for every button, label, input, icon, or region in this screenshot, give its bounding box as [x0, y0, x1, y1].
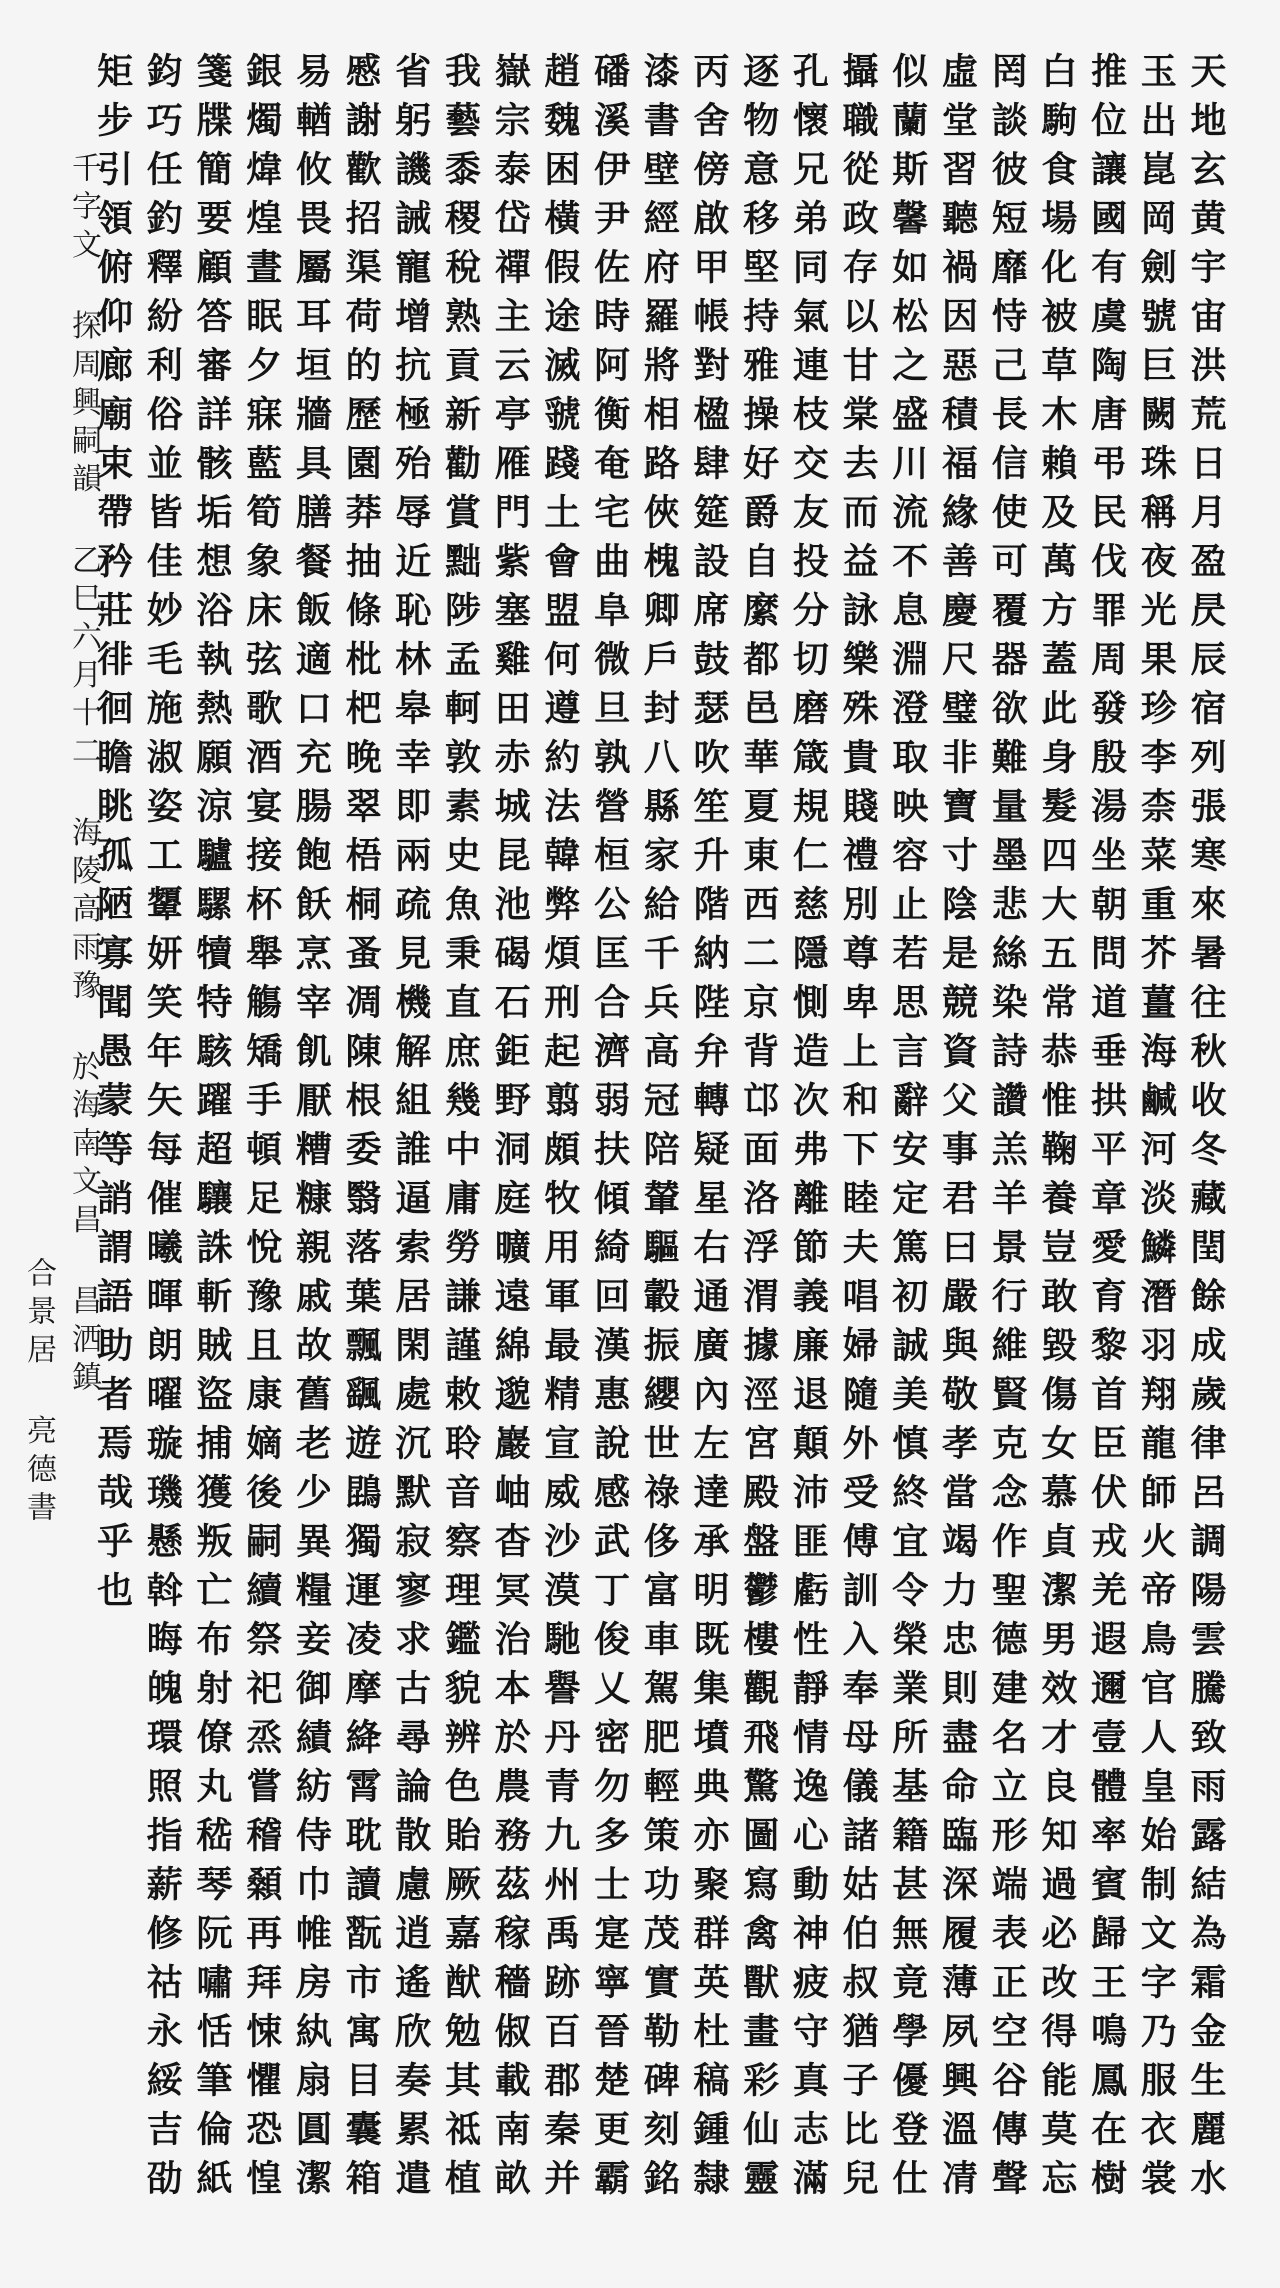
text-column: 矩步引領俯仰廊廟束帶矜莊徘徊瞻眺孤陋寡聞愚蒙等誚謂語助者焉哉乎也 [91, 52, 134, 1620]
text-column: 白駒食場化被草木賴及萬方蓋此身髮四大五常恭惟鞠養豈敢毀傷女慕貞潔男效才良知過必改得能莫忘 [1035, 52, 1078, 2208]
text-column: 嶽宗泰岱禪主云亭雁門紫塞雞田赤城昆池碣石鉅野洞庭曠遠綿邈巖岫杳冥治本於農務茲稼穡俶載南畝 [489, 52, 532, 2208]
text-column: 天地玄黄宇宙洪荒日月盈昃辰宿列張寒來暑往秋收冬藏閏餘成歲律呂調陽雲騰致雨露結為霜金生麗水 [1185, 52, 1227, 2208]
text-column: 丙舍傍啟甲帳對楹肆筵設席鼓瑟吹笙升階納陛弁轉疑星右通廣內左達承明既集墳典亦聚群英杜稿鍾隸 [688, 52, 730, 2208]
text-column: 銀燭煒煌晝眠夕寐藍筍象床弦歌酒宴接杯舉觴矯手頓足悅豫且康嫡後嗣續祭祀烝嘗稽顙再拜悚懼恐惶 [240, 52, 283, 2208]
text-column: 逐物意移堅持雅操好爵自縻都邑華夏東西二京背邙面洛浮渭據涇宮殿盤鬱樓觀飛驚圖寫禽獸畫彩仙靈 [737, 52, 780, 2208]
text-column: 箋牒簡要顧答審詳骸垢想浴執熱願涼驢騾犢特駭躍超驤誅斬賊盜捕獲叛亡布射僚丸嵇琴阮嘯恬筆倫紙 [191, 52, 233, 2208]
text-column: 虛堂習聽禍因惡積福緣善慶尺璧非寶寸陰是競資父事君曰嚴與敬孝當竭力忠則盡命臨深履薄夙興溫凊 [936, 52, 979, 2208]
text-column: 罔談彼短靡恃己長信使可覆器欲難量墨悲絲染詩讚羔羊景行維賢克念作聖德建名立形端表正空谷傳聲 [986, 52, 1029, 2208]
inscription-column-2: 合景居 亮德書 [21, 1257, 56, 1530]
text-column: 慼謝歡招渠荷的歷園莽抽條枇杷晚翠梧桐蚤凋陳根委翳落葉飄颻遊鵾獨運凌摩絳霄耽讀翫市寓目囊箱 [340, 52, 383, 2208]
text-column: 孔懷兄弟同氣連枝交友投分切磨箴規仁慈隱惻造次弗離節義廉退顛沛匪虧性靜情逸心動神疲守真志滿 [787, 52, 830, 2208]
text-column: 推位讓國有虞陶唐弔民伐罪周發殷湯坐朝問道垂拱平章愛育黎首臣伏戎羌遐邇壹體率賓歸王鳴鳳在樹 [1085, 52, 1128, 2208]
text-column: 省躬譏誡寵增抗極殆辱近恥林皋幸即兩疏見機解組誰逼索居閑處沉默寂寥求古尋論散慮逍遙欣奏累遣 [389, 52, 432, 2208]
text-column: 我藝黍稷稅熟貢新勸賞黜陟孟軻敦素史魚秉直庶幾中庸勞謙謹敕聆音察理鑑貌辨色貽厥嘉猷勉其祗植 [439, 52, 482, 2208]
text-column: 玉出崑岡劍號巨闕珠稱夜光果珍李柰菜重芥薑海鹹河淡鱗潛羽翔龍師火帝鳥官人皇始制文字乃服衣裳 [1135, 52, 1178, 2208]
text-column: 鈞巧任釣釋紛利俗並皆佳妙毛施淑姿工顰妍笑年矢每催曦暉朗曜璇璣懸斡晦魄環照指薪修祜永綏吉劭 [141, 52, 184, 2208]
text-column: 易輶攸畏屬耳垣牆具膳餐飯適口充腸飽飫烹宰飢厭糟糠親戚故舊老少異糧妾御績紡侍巾帷房紈扇圓潔 [290, 52, 333, 2208]
text-column: 趙魏困橫假途滅虢踐土會盟何遵約法韓弊煩刑起翦頗牧用軍最精宣威沙漠馳譽丹青九州禹跡百郡秦并 [538, 52, 581, 2208]
text-column: 漆書壁經府羅將相路俠槐卿戶封八縣家給千兵高冠陪輦驅轂振纓世祿侈富車駕肥輕策功茂實勒碑刻銘 [638, 52, 681, 2208]
text-column: 磻溪伊尹佐時阿衡奄宅曲阜微旦孰營桓公匡合濟弱扶傾綺回漢惠說感武丁俊乂密勿多士寔寧晉楚更霸 [588, 52, 631, 2208]
inscription-column-1: 千字文 探周興嗣韻 乙巳六月十二 海陵高雨豫 於海南文昌 昌洒鎮 [66, 152, 101, 1400]
text-column: 攝職從政存以甘棠去而益詠樂殊貴賤禮別尊卑上和下睦夫唱婦隨外受傅訓入奉母儀諸姑伯叔猶子比兒 [837, 52, 880, 2208]
text-column: 似蘭斯馨如松之盛川流不息淵澄取映容止若思言辭安定篤初誠美慎終宜令榮業所基籍甚無竟學優登仕 [886, 52, 929, 2208]
